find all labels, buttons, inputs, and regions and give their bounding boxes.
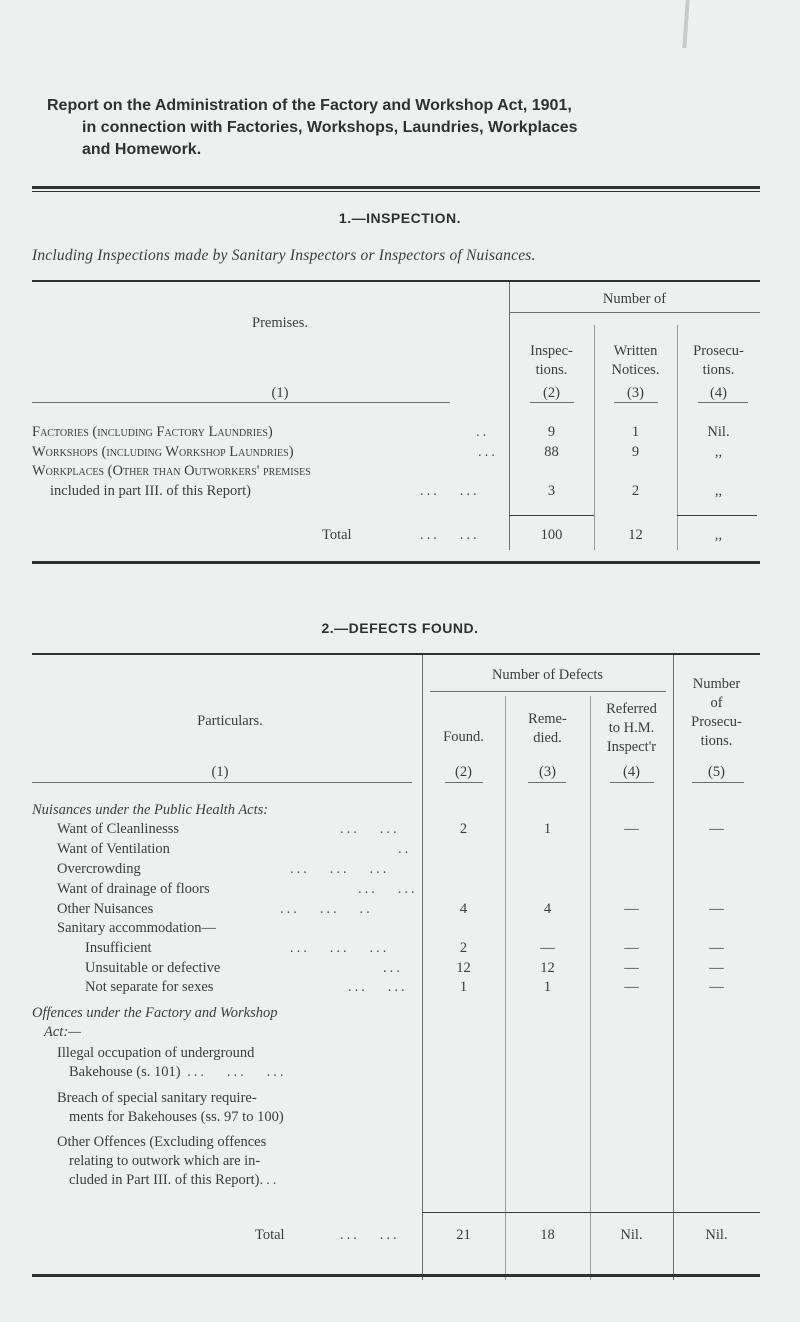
col-number-4: (4) xyxy=(710,385,727,401)
offence-underground-bakehouse: Illegal occupation of underground Bakehouse (s. 101) ... ... ... xyxy=(57,1045,287,1080)
header-inspections: Inspec- tions. xyxy=(530,343,573,378)
row-label: Want of Ventilation xyxy=(57,841,170,857)
inspection-table-top-rule xyxy=(32,280,760,282)
col-number-rule xyxy=(692,782,744,783)
header-referred: Referred to H.M. Inspect'r xyxy=(606,701,657,755)
section-title-offences: Offences under the Factory and Workshop Act:— xyxy=(32,1005,278,1040)
total-prosecutions: ,, xyxy=(714,527,723,543)
row-remedied: 1 xyxy=(543,979,552,995)
total-found: 21 xyxy=(456,1227,471,1243)
row-remedied: 12 xyxy=(540,960,555,976)
defects-table-bottom-rule xyxy=(32,1274,760,1277)
col-number-rule xyxy=(32,402,450,403)
number-of-underline xyxy=(509,312,760,313)
row-prosecutions: — xyxy=(709,901,724,917)
row-referred: — xyxy=(624,901,639,917)
row-referred: — xyxy=(624,960,639,976)
row-found: 1 xyxy=(459,979,468,995)
row-prosecutions: — xyxy=(709,940,724,956)
col-number-rule xyxy=(614,402,658,403)
row-label-continued: included in part III. of this Report) xyxy=(50,483,251,499)
col-number-rule xyxy=(530,402,574,403)
row-referred: — xyxy=(624,940,639,956)
header-prosecutions: Prosecu- tions. xyxy=(693,343,744,378)
col-number-rule xyxy=(698,402,748,403)
row-inspections: 88 xyxy=(544,444,559,460)
row-prosecutions: ,, xyxy=(714,483,723,499)
inspection-heading: 1.—INSPECTION. xyxy=(338,210,462,226)
col-number-rule xyxy=(528,782,566,783)
section-title-nuisances: Nuisances under the Public Health Acts: xyxy=(32,802,269,818)
col-number-1: (1) xyxy=(211,764,229,780)
row-leader: ... ... xyxy=(358,881,418,897)
total-prosecutions: Nil. xyxy=(705,1227,728,1243)
col-number-rule xyxy=(610,782,654,783)
row-found: 12 xyxy=(456,960,471,976)
row-leader: ... ... xyxy=(340,821,400,837)
row-found: 2 xyxy=(459,940,468,956)
row-label: Want of drainage of floors xyxy=(57,881,210,897)
row-prosecutions: Nil. xyxy=(707,424,730,440)
header-number-of-defects: Number of Defects xyxy=(491,667,604,683)
row-referred: — xyxy=(624,821,639,837)
row-prosecutions: ,, xyxy=(714,444,723,460)
header-premises: Premises. xyxy=(252,315,308,331)
col-number-1: (1) xyxy=(271,385,289,401)
offence-other: Other Offences (Excluding offences relating to outwork which are in- cluded in Part III. of this Report)... xyxy=(57,1134,280,1188)
row-label: Other Nuisances xyxy=(57,901,154,917)
total-rule xyxy=(677,515,757,516)
row-leader: ... xyxy=(383,960,403,976)
row-label: Factories (including Factory Laundries) xyxy=(32,424,273,440)
row-label: Unsuitable or defective xyxy=(85,960,221,976)
row-label: Workshops (including Workshop Laundries) xyxy=(32,444,294,460)
row-leader: ... ... .. xyxy=(280,901,373,917)
total-notices: 12 xyxy=(628,527,643,543)
total-label: Total xyxy=(255,1227,285,1243)
row-leader: ... ... ... xyxy=(290,861,390,877)
row-referred: — xyxy=(624,979,639,995)
row-leader: ... ... xyxy=(420,483,480,499)
row-label: Workplaces (Other than Outworkers' premises xyxy=(32,463,311,479)
scan-mark xyxy=(682,0,689,48)
col-number-4: (4) xyxy=(623,764,640,780)
total-referred: Nil. xyxy=(620,1227,643,1243)
row-label: Want of Cleanlinesss xyxy=(57,821,180,837)
header-particulars: Particulars. xyxy=(197,713,263,729)
row-label: Sanitary accommodation— xyxy=(57,920,217,936)
title-rule xyxy=(32,186,760,189)
row-inspections: 9 xyxy=(547,424,556,440)
row-inspections: 3 xyxy=(547,483,556,499)
header-found: Found. xyxy=(443,729,484,745)
total-rule xyxy=(509,515,594,516)
col-number-3: (3) xyxy=(539,764,556,780)
row-prosecutions: — xyxy=(709,821,724,837)
report-title-line-2: in connection with Factories, Workshops, Laundries, Workplaces xyxy=(82,119,578,136)
defects-table-top-rule xyxy=(32,653,760,655)
row-remedied: 1 xyxy=(543,821,552,837)
row-notices: 9 xyxy=(631,444,640,460)
report-title-line-3: and Homework. xyxy=(82,141,202,158)
row-leader: ... ... ... xyxy=(290,940,390,956)
total-inspections: 100 xyxy=(540,527,563,543)
header-number-of: Number of xyxy=(602,291,667,307)
row-prosecutions: — xyxy=(709,979,724,995)
row-notices: 1 xyxy=(631,424,640,440)
row-found: 2 xyxy=(459,821,468,837)
row-leader: ... ... xyxy=(420,527,480,543)
number-of-defects-underline xyxy=(430,691,666,692)
inspection-subheading: Including Inspections made by Sanitary Inspectors or Inspectors of Nuisances. xyxy=(32,247,536,264)
row-remedied: — xyxy=(540,940,555,956)
row-leader: .. xyxy=(476,424,490,440)
col-number-2: (2) xyxy=(455,764,472,780)
total-remedied: 18 xyxy=(540,1227,555,1243)
title-rule-thin xyxy=(32,191,760,192)
inspection-table-divider xyxy=(509,282,510,550)
row-label: Not separate for sexes xyxy=(85,979,214,995)
inspection-table-bottom-rule xyxy=(32,561,760,564)
col-number-rule xyxy=(32,782,412,783)
row-leader: ... ... xyxy=(348,979,408,995)
report-title-line-1: Report on the Administration of the Factory and Workshop Act, 1901, xyxy=(47,97,572,114)
report-title xyxy=(47,95,767,161)
header-written-notices: Written Notices. xyxy=(611,343,660,378)
defects-heading: 2.—DEFECTS FOUND. xyxy=(321,620,479,636)
col-number-rule xyxy=(445,782,483,783)
row-leader: ... xyxy=(478,444,498,460)
row-label: Insufficient xyxy=(85,940,152,956)
row-label: Overcrowding xyxy=(57,861,141,877)
header-remedied: Reme- died. xyxy=(528,711,567,746)
total-rule xyxy=(422,1212,760,1213)
total-label: Total xyxy=(322,527,352,543)
offence-bakehouse-sanitary: Breach of special sanitary require- ments for Bakehouses (ss. 97 to 100) xyxy=(57,1090,284,1125)
col-number-2: (2) xyxy=(543,385,560,401)
col-number-5: (5) xyxy=(708,764,725,780)
row-leader: ... ... xyxy=(340,1227,400,1243)
row-prosecutions: — xyxy=(709,960,724,976)
row-notices: 2 xyxy=(631,483,640,499)
row-found: 4 xyxy=(459,901,468,917)
col-number-3: (3) xyxy=(627,385,644,401)
row-remedied: 4 xyxy=(543,901,552,917)
header-prosecutions: Number of Prosecu- tions. xyxy=(691,676,742,749)
row-leader: .. xyxy=(398,841,412,857)
